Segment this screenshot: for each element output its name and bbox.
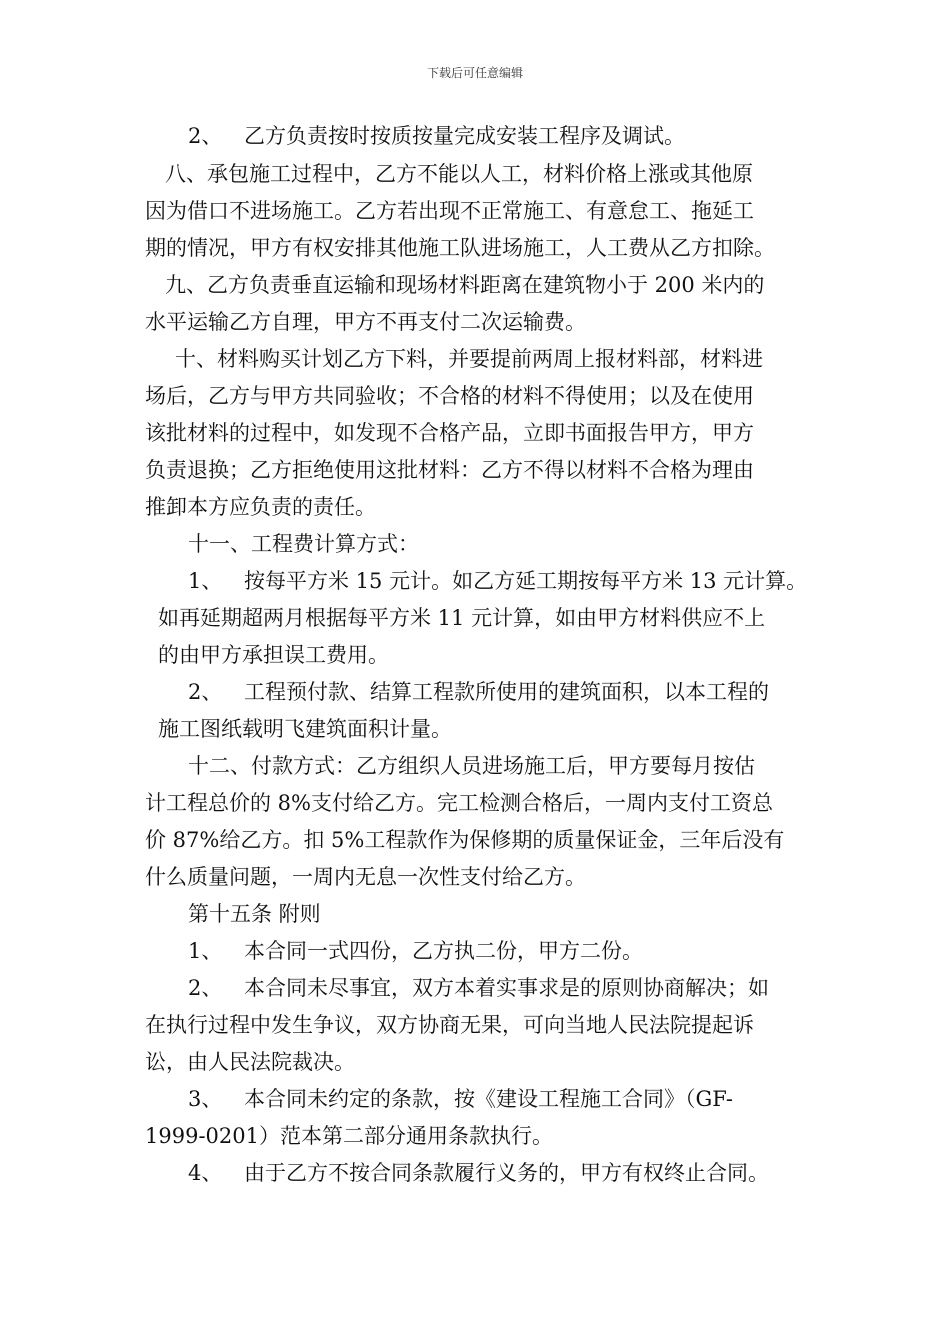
line-text: 本合同一式四份，乙方执二份，甲方二份。 xyxy=(244,939,643,963)
clause-9-line-1: 九、乙方负责垂直运输和现场材料距离在建筑物小于 200 米内的 xyxy=(165,273,765,297)
clause-10-line-4: 负责退换；乙方拒绝使用这批材料：乙方不得以材料不合格为理由 xyxy=(145,458,754,482)
clause-12-line-4: 什么质量问题，一周内无息一次性支付给乙方。 xyxy=(145,865,586,889)
article-15-item-3 xyxy=(188,1085,733,1113)
article-15-item-2-line-3: 讼，由人民法院裁决。 xyxy=(145,1050,355,1074)
clause-8-line-3: 期的情况，甲方有权安排其他施工队进场施工，人工费从乙方扣除。 xyxy=(145,236,775,260)
clause-7-item-2 xyxy=(188,122,685,150)
item-number: 2、 xyxy=(188,976,223,1000)
article-15-item-2-line-2: 在执行过程中发生争议，双方协商无果，可向当地人民法院提起诉 xyxy=(145,1013,754,1037)
clause-11-item-2 xyxy=(188,678,769,706)
clause-9-line-2: 水平运输乙方自理，甲方不再支付二次运输费。 xyxy=(145,310,586,334)
clause-10-line-2: 场后，乙方与甲方共同验收；不合格的材料不得使用；以及在使用 xyxy=(145,384,754,408)
clause-10-line-1: 十、材料购买计划乙方下料，并要提前两周上报材料部，材料进 xyxy=(175,347,763,371)
page-header: 下载后可任意编辑 xyxy=(426,66,523,80)
clause-11-heading: 十一、工程费计算方式： xyxy=(188,532,419,556)
clause-8-line-1: 八、承包施工过程中，乙方不能以人工，材料价格上涨或其他原 xyxy=(165,162,753,186)
item-number: 2、 xyxy=(188,680,223,704)
item-number: 1、 xyxy=(188,939,223,963)
clause-11-item-1-line-2: 如再延期超两月根据每平方米 11 元计算，如由甲方材料供应不上 xyxy=(158,606,766,630)
clause-11-item-1 xyxy=(188,567,807,595)
article-15-heading: 第十五条 附则 xyxy=(188,902,321,926)
clause-8-line-2: 因为借口不进场施工。乙方若出现不正常施工、有意怠工、拖延工 xyxy=(145,199,754,223)
clause-10-line-3: 该批材料的过程中，如发现不合格产品，立即书面报告甲方，甲方 xyxy=(145,421,754,445)
item-number: 3、 xyxy=(188,1087,223,1111)
line-text: 乙方负责按时按质按量完成安装工程序及调试。 xyxy=(244,124,685,148)
line-text: 本合同未约定的条款，按《建设工程施工合同》（GF- xyxy=(244,1087,733,1111)
clause-12-line-3: 价 87%给乙方。扣 5%工程款作为保修期的质量保证金，三年后没有 xyxy=(145,828,785,852)
clause-11-item-2-line-2: 施工图纸载明飞建筑面积计量。 xyxy=(158,717,452,741)
article-15-item-3-line-2: 1999-0201）范本第二部分通用条款执行。 xyxy=(145,1124,553,1148)
article-15-item-1 xyxy=(188,937,643,965)
item-number: 4、 xyxy=(188,1161,223,1185)
clause-12-line-2: 计工程总价的 8%支付给乙方。完工检测合格后，一周内支付工资总 xyxy=(145,791,773,815)
line-text: 工程预付款、结算工程款所使用的建筑面积，以本工程的 xyxy=(244,680,769,704)
item-number: 1、 xyxy=(188,569,223,593)
clause-12-line-1: 十二、付款方式：乙方组织人员进场施工后，甲方要每月按估 xyxy=(188,754,755,778)
clause-11-item-1-line-3: 的由甲方承担误工费用。 xyxy=(158,643,389,667)
article-15-item-2 xyxy=(188,974,769,1002)
line-text: 按每平方米 15 元计。如乙方延工期按每平方米 13 元计算。 xyxy=(244,569,808,593)
article-15-item-4 xyxy=(188,1159,769,1187)
line-text: 由于乙方不按合同条款履行义务的，甲方有权终止合同。 xyxy=(244,1161,769,1185)
line-text: 本合同未尽事宜，双方本着实事求是的原则协商解决；如 xyxy=(244,976,769,1000)
clause-10-line-5: 推卸本方应负责的责任。 xyxy=(145,495,376,519)
item-number: 2、 xyxy=(188,124,223,148)
